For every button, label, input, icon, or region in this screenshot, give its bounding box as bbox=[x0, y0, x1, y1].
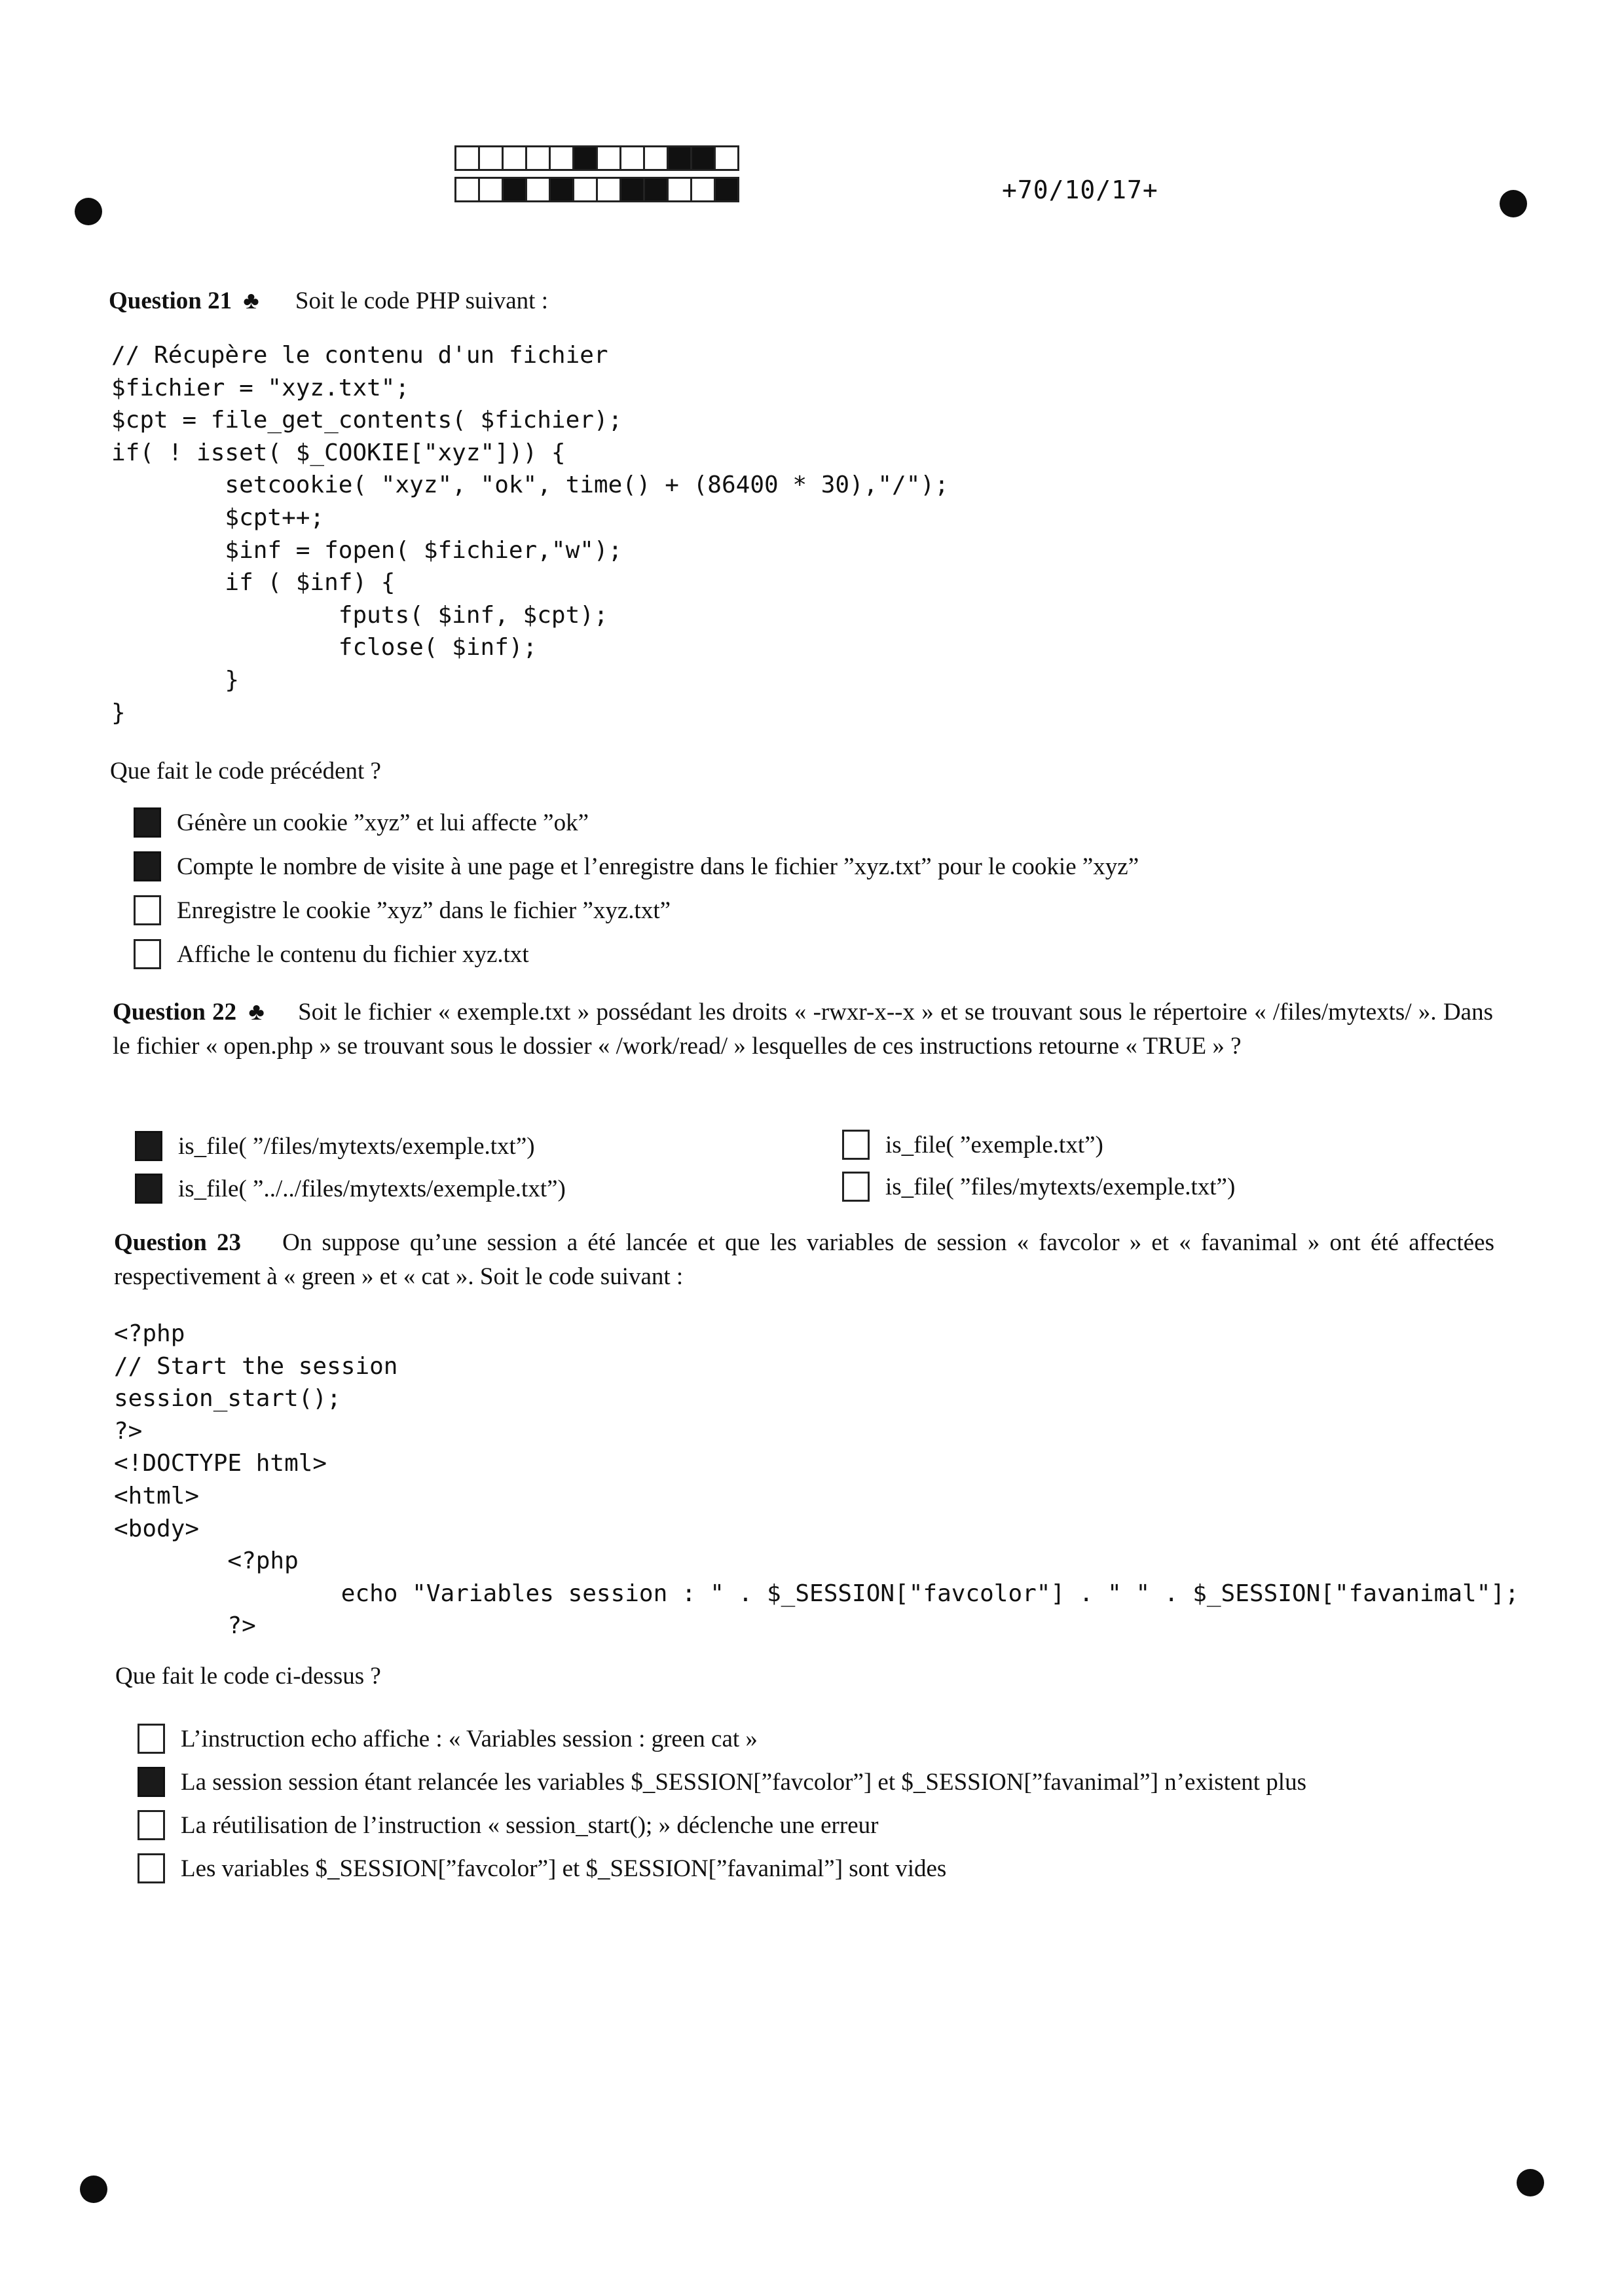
answer-checkbox[interactable] bbox=[134, 807, 161, 838]
id-bit-box bbox=[643, 145, 669, 171]
option-text: L’instruction echo affiche : « Variables session : green cat » bbox=[181, 1725, 758, 1752]
question-23-block bbox=[114, 1226, 1494, 1294]
question-23-option-4[interactable] bbox=[138, 1849, 946, 1888]
id-bit-box bbox=[619, 177, 645, 202]
question-21-code-line: if ( $inf) { bbox=[111, 569, 396, 597]
id-bit-box bbox=[714, 145, 739, 171]
id-bit-boxes-row-1 bbox=[454, 145, 737, 171]
option-text: Génère un cookie ”xyz” et lui affecte ”ok” bbox=[177, 809, 589, 836]
id-bit-box bbox=[596, 145, 621, 171]
question-21-code-line: $fichier = "xyz.txt"; bbox=[111, 374, 410, 401]
question-23-code-line: ?> bbox=[114, 1417, 143, 1445]
question-21-label: Question 21 bbox=[109, 287, 232, 314]
id-bit-box bbox=[478, 145, 504, 171]
question-21-option-2[interactable] bbox=[134, 847, 1139, 886]
id-bit-box bbox=[549, 145, 574, 171]
answer-checkbox[interactable] bbox=[135, 1174, 162, 1204]
question-21-code-line: $cpt = file_get_contents( $fichier); bbox=[111, 407, 623, 434]
option-text: is_file( ”../../files/mytexts/exemple.txt”) bbox=[178, 1175, 566, 1202]
question-23-code-line: <?php bbox=[114, 1320, 185, 1347]
id-bit-box bbox=[596, 177, 621, 202]
answer-checkbox[interactable] bbox=[134, 851, 161, 881]
question-21-code-line: setcookie( "xyz", "ok", time() + (86400 * 30),"/"); bbox=[111, 472, 949, 499]
id-bit-box bbox=[549, 177, 574, 202]
club-icon: ♣ bbox=[243, 287, 259, 314]
answer-checkbox[interactable] bbox=[138, 1724, 165, 1754]
question-21-code-line: } bbox=[111, 666, 240, 694]
id-bit-box bbox=[619, 145, 645, 171]
answer-checkbox[interactable] bbox=[135, 1131, 162, 1161]
question-22-option-2[interactable] bbox=[135, 1169, 566, 1208]
question-21-code-block bbox=[111, 339, 949, 729]
option-text: Les variables $_SESSION[”favcolor”] et $_SESSION[”favanimal”] sont vides bbox=[181, 1855, 947, 1882]
question-23-code-line: <html> bbox=[114, 1482, 200, 1509]
question-21-code-line: fclose( $inf); bbox=[111, 634, 538, 661]
question-21-code-line: if( ! isset( $_COOKIE["xyz"])) { bbox=[111, 439, 566, 466]
question-23-question: Que fait le code ci-dessus ? bbox=[115, 1663, 381, 1690]
question-23-code-line: session_start(); bbox=[114, 1385, 341, 1413]
question-21-code-line: $inf = fopen( $fichier,"w"); bbox=[111, 536, 623, 564]
question-21-code-line: // Récupère le contenu d'un fichier bbox=[111, 342, 608, 369]
id-bit-box bbox=[525, 177, 551, 202]
club-icon: ♣ bbox=[248, 999, 265, 1026]
id-bit-box bbox=[572, 145, 598, 171]
question-22-prompt: Soit le fichier « exemple.txt » possédant les droits « -rwxr-x--x » et se trouvant sous le répertoire « /files/mytexts/ ». Dans le fichier « open.php » se trouvant sous le dossier « /work/read/ » lesquelles de ces instructions retourne « TRUE » ? bbox=[113, 999, 1494, 1060]
question-21-header bbox=[109, 284, 548, 318]
option-text: is_file( ”files/mytexts/exemple.txt”) bbox=[885, 1173, 1236, 1200]
question-23-option-2[interactable] bbox=[138, 1762, 1306, 1802]
id-bit-box bbox=[478, 177, 504, 202]
question-21-question: Que fait le code précédent ? bbox=[110, 758, 381, 785]
question-21-option-4[interactable] bbox=[134, 935, 529, 974]
answer-checkbox[interactable] bbox=[138, 1853, 165, 1883]
id-bit-box bbox=[690, 145, 716, 171]
id-bit-box bbox=[690, 177, 716, 202]
question-22-option-4[interactable] bbox=[842, 1167, 1235, 1206]
answer-checkbox[interactable] bbox=[134, 939, 161, 969]
question-23-prompt: On suppose qu’une session a été lancée et que les variables de session « favcolor » et « favanimal » ont été affectées respectivement à « green » et « cat ». Soit le code suivant : bbox=[114, 1229, 1494, 1290]
question-23-label: Question 23 bbox=[114, 1229, 241, 1256]
id-bit-box bbox=[572, 177, 598, 202]
option-text: is_file( ”exemple.txt”) bbox=[885, 1131, 1103, 1158]
option-text: La réutilisation de l’instruction « session_start(); » déclenche une erreur bbox=[181, 1811, 879, 1839]
question-21-code-line: fputs( $inf, $cpt); bbox=[111, 601, 608, 629]
question-22-option-3[interactable] bbox=[842, 1125, 1103, 1164]
registration-mark-bottom-right bbox=[1517, 2169, 1544, 2196]
registration-mark-bottom-left bbox=[80, 2176, 107, 2203]
option-text: is_file( ”/files/mytexts/exemple.txt”) bbox=[178, 1132, 535, 1160]
question-23-code-line: // Start the session bbox=[114, 1352, 398, 1380]
id-bit-box bbox=[667, 177, 692, 202]
answer-checkbox[interactable] bbox=[842, 1172, 870, 1202]
id-bit-box bbox=[454, 145, 480, 171]
question-23-code-block bbox=[114, 1318, 1519, 1642]
id-bit-box bbox=[667, 145, 692, 171]
id-bit-boxes-row-2 bbox=[454, 177, 737, 202]
question-23-code-line: <?php bbox=[114, 1547, 299, 1575]
question-21-option-3[interactable] bbox=[134, 891, 671, 930]
question-22-option-1[interactable] bbox=[135, 1126, 535, 1166]
question-21-prompt: Soit le code PHP suivant : bbox=[295, 287, 548, 314]
question-21-option-1[interactable] bbox=[134, 803, 589, 842]
id-bit-box bbox=[525, 145, 551, 171]
id-bit-box bbox=[643, 177, 669, 202]
option-text: Affiche le contenu du fichier xyz.txt bbox=[177, 940, 529, 968]
answer-checkbox[interactable] bbox=[134, 895, 161, 925]
id-bit-box bbox=[454, 177, 480, 202]
question-21-code-line: } bbox=[111, 699, 126, 726]
question-22-label: Question 22 bbox=[113, 999, 237, 1026]
option-text: Enregistre le cookie ”xyz” dans le fichier ”xyz.txt” bbox=[177, 897, 671, 924]
id-bit-box bbox=[502, 145, 527, 171]
option-text: La session session étant relancée les variables $_SESSION[”favcolor”] et $_SESSION[”favanimal”] n’existent plus bbox=[181, 1768, 1306, 1796]
question-23-code-line: <body> bbox=[114, 1515, 200, 1542]
registration-mark-top-left bbox=[75, 198, 102, 225]
answer-checkbox[interactable] bbox=[138, 1810, 165, 1840]
question-23-code-line: ?> bbox=[114, 1612, 256, 1640]
question-22-block bbox=[113, 995, 1493, 1064]
question-23-code-line: echo "Variables session : " . $_SESSION["favcolor"] . " " . $_SESSION["favanimal"]; bbox=[114, 1580, 1519, 1607]
question-21-code-line: $cpt++; bbox=[111, 504, 325, 531]
question-23-code-line: <!DOCTYPE html> bbox=[114, 1450, 327, 1477]
answer-checkbox[interactable] bbox=[842, 1130, 870, 1160]
answer-checkbox[interactable] bbox=[138, 1767, 165, 1797]
question-23-option-1[interactable] bbox=[138, 1719, 758, 1758]
page-id-code: +70/10/17+ bbox=[1002, 176, 1158, 204]
question-23-option-3[interactable] bbox=[138, 1805, 878, 1845]
option-text: Compte le nombre de visite à une page et l’enregistre dans le fichier ”xyz.txt” pour le cookie ”xyz” bbox=[177, 853, 1139, 880]
registration-mark-top-right bbox=[1500, 190, 1527, 217]
id-bit-box bbox=[502, 177, 527, 202]
id-bit-box bbox=[714, 177, 739, 202]
